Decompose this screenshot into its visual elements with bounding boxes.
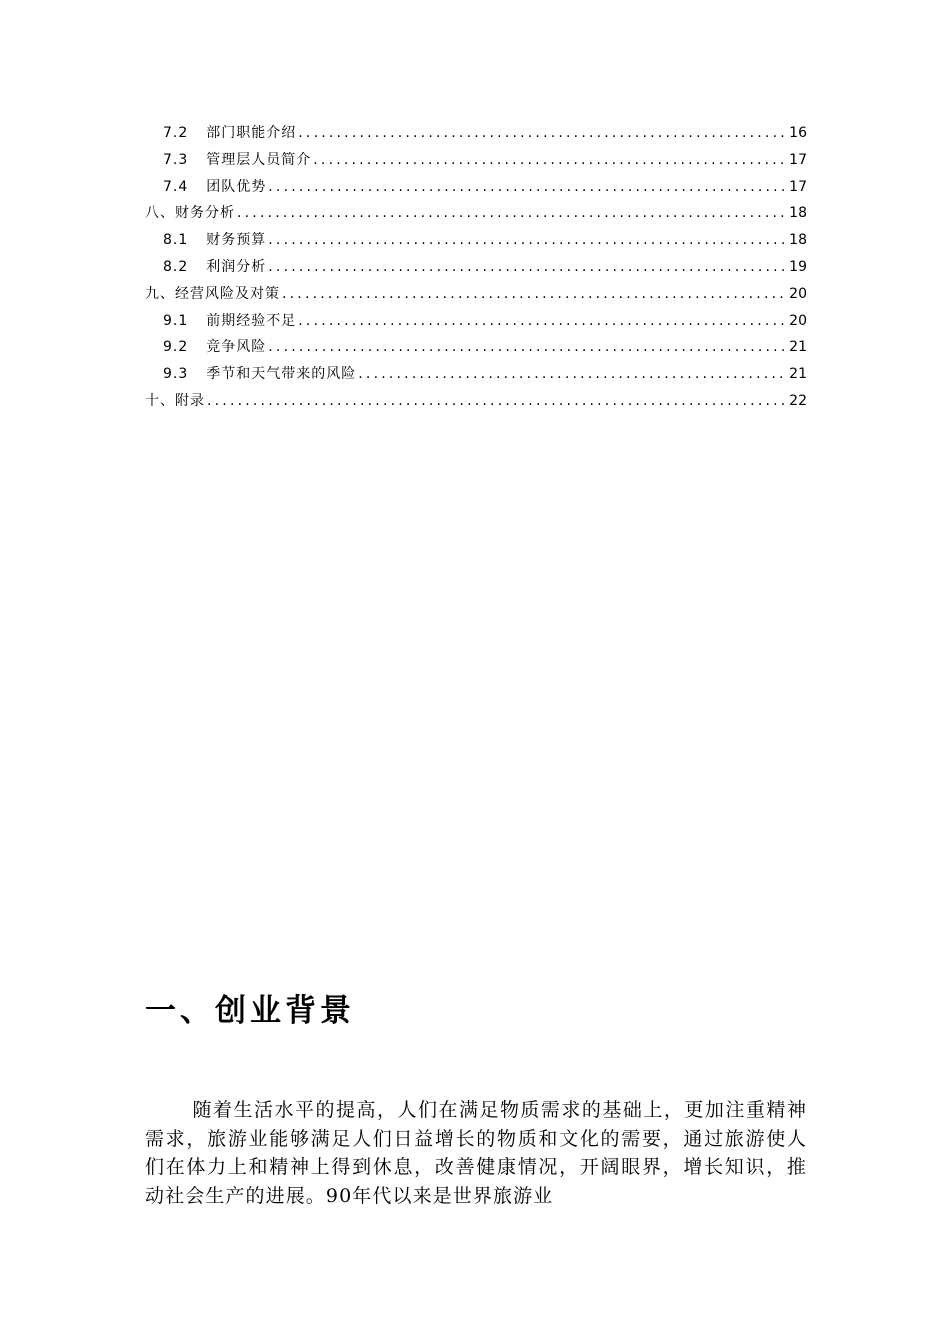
toc-entry-page: 19 [789, 258, 807, 275]
toc-leader-dots [268, 334, 787, 361]
toc-leader-dots [358, 361, 787, 388]
toc-entry-title: 利润分析 [206, 258, 267, 275]
toc-entry-number: 8.2 [163, 258, 189, 275]
toc-entry-number: 8.1 [163, 232, 189, 249]
toc-entry-page: 18 [789, 205, 807, 222]
section-paragraph: 随着生活水平的提高，人们在满足物质需求的基础上，更加注重精神需求，旅游业能够满足人们日益增长的物质和文化的需要，通过旅游使人们在体力上和精神上得到休息，改善健康情况，开阔眼界，增长知识，推动社会生产的进展。90年代以来是世界旅游业 [145, 1099, 807, 1207]
toc-entry-title: 八、财务分析 [145, 205, 235, 222]
toc-entry[interactable] [145, 120, 807, 147]
toc-entry-page: 21 [789, 366, 807, 383]
toc-entry-title: 九、经营风险及对策 [145, 285, 280, 302]
toc-leader-dots [268, 254, 787, 281]
toc-entry-title: 竞争风险 [206, 339, 267, 356]
toc-leader-dots [268, 227, 787, 254]
toc-entry[interactable] [145, 308, 807, 335]
toc-entry[interactable] [145, 361, 807, 388]
toc-entry-page: 17 [789, 178, 807, 195]
toc-leader-dots [268, 174, 787, 201]
toc-entry-page: 20 [789, 312, 807, 329]
toc-entry[interactable] [145, 174, 807, 201]
toc-entry[interactable] [145, 388, 807, 415]
toc-leader-dots [282, 281, 787, 308]
toc-entry-title: 十、附录 [145, 392, 205, 409]
toc-entry[interactable] [145, 281, 807, 308]
toc-entry-page: 16 [789, 125, 807, 141]
toc-leader-dots [313, 147, 787, 174]
toc-entry-number: 9.2 [163, 339, 189, 356]
toc-leader-dots [298, 308, 787, 335]
toc-entry-title: 季节和天气带来的风险 [206, 366, 357, 383]
toc-entry-title: 财务预算 [206, 232, 267, 249]
toc-entry-number: 9.1 [163, 312, 189, 329]
section-heading: 一、创业背景 [145, 993, 355, 1029]
toc-entry-number: 7.3 [163, 151, 189, 168]
toc-entry-title: 管理层人员简介 [206, 151, 312, 168]
toc-entry-number: 7.4 [163, 178, 189, 195]
toc-entry[interactable] [145, 227, 807, 254]
toc-entry-number: 9.3 [163, 366, 189, 383]
table-of-contents [145, 120, 807, 415]
toc-entry-title: 前期经验不足 [206, 312, 297, 329]
toc-entry-title: 团队优势 [206, 178, 267, 195]
toc-leader-dots [207, 388, 787, 415]
toc-leader-dots [237, 200, 787, 227]
toc-entry-page: 18 [789, 232, 807, 249]
toc-entry-page: 17 [789, 151, 807, 168]
toc-entry-page: 21 [789, 339, 807, 356]
toc-leader-dots [298, 120, 787, 147]
toc-entry[interactable] [145, 200, 807, 227]
toc-entry[interactable] [145, 147, 807, 174]
toc-entry-title: 部门职能介绍 [206, 125, 297, 141]
toc-entry-page: 20 [789, 285, 807, 302]
toc-entry[interactable] [145, 254, 807, 281]
toc-entry[interactable] [145, 334, 807, 361]
toc-entry-number: 7.2 [163, 125, 189, 141]
toc-entry-page: 22 [789, 392, 807, 409]
